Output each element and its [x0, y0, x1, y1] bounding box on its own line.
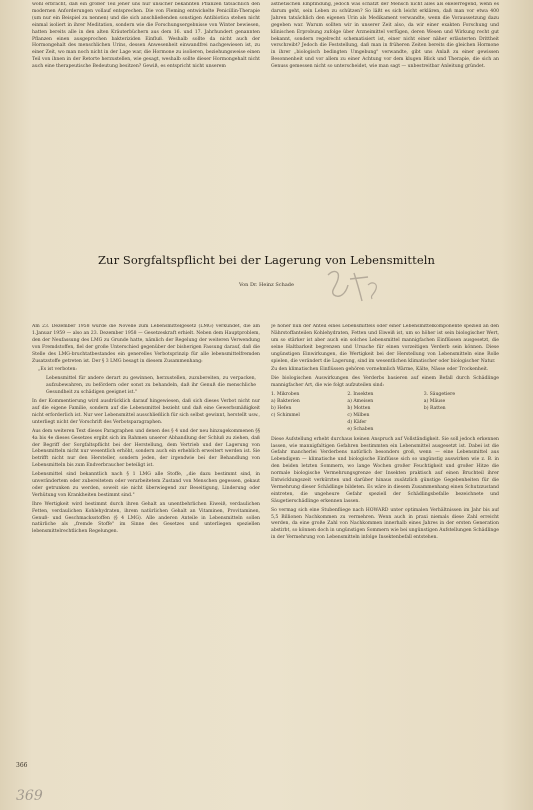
list-item: e) Schaben [347, 426, 374, 432]
paragraph: Diese Aufstellung erhebt durchaus keinen Anspruch auf Vollständigkeit. Sie soll jedoch erkennen lassen, wie mannigfaltigen Gefahren bestimmten ein Lebensmittel ausgesetzt ist. Dabei ist die Gefahr mancherlei Verderbens natürlich besonders groß, wenn — eine Lebensmittel aus Lebendigem — klimatische und biologische Einflüsse sich so ungünstig auswirken wie z. B. in den beiden letzten Sommern, wo lange Wochen großer Feuchtigkeit und großer Hitze die normale biologische Vermehrungsgrenze der Insekten praktisch auf einen Bruchteil ihrer Entwicklungszeit verkürzten und darüber hinaus zusätzlich günstige Gegebenheiten für die Vermehrung dieser Schädlinge bildeten. Es wäre in diesem Zusammenhang einen Schutzzustand eintreten, die ungeheure Gefahr speziell der Schädlingsbefalle bezeichnete und Säugetierschädlinge erkennen lassen. [271, 436, 499, 504]
list-item: c) Milben [347, 412, 370, 418]
paragraph: ästhetischen Empfindung, jedoch was schätzt der Mensch nicht alles als ekelerregend, wenn es darum geht, sein Leben zu schützen? So läßt es sich leicht erklären, daß man vor etwa 400 Jahren tatsächlich den eigenen Urin als Medikament verwandte, wenn die Voraussetzung dazu gegeben war. Warum sollten wir in unserer Zeit also, da wir einer exakten Forschung und klinischen Erprobung zufolge über Arzneimittel verfügen, deren Wesen und Wirkung recht gut bekannt, sondern regelrecht schematisiert ist, einer nicht einer näher erläuterten Drittheit verschreibt? Jedoch die Feststellung, daß man in früheren Zeiten bereits die gleichen Hormone in ihrer „biologisch bedingten Umgebung" verwandte, gibt uns Anlaß zu einer gewissen Besonnenheit und vor allem zu einer Achtung vor dem klugen Blick und Therapie, die sich an Genuss gemessen nicht so unterscheidet, wie man sagt — unbestreitbar Anleitung gründet. [271, 2, 499, 70]
article-title: Zur Sorgfaltspflicht bei der Lagerung von Lebensmitteln [97, 253, 436, 267]
list-item: d) Käfer [347, 419, 367, 425]
paragraph: Die biologischen Auswirkungen des Verderbs basieren auf einem Befall durch Schädlinge mannigfacher Art, die wie folgt aufzuteilen sind: [271, 376, 499, 389]
list-item: c) Schimmel [271, 412, 300, 418]
paragraph: In der Kommentierung wird ausdrücklich darauf hingewiesen, daß sich dieses Verbot nicht nur auf die eigene Familie, sondern auf die Lebensmittel bezieht und daß eine Gewerbsmäßigkeit nicht erforderlich ist. Nur wer Lebensmittel ausschließlich für sich selbst gewinnt, herstellt usw., unterliegt nicht der Vorschrift des Verbotsparagraphen. [32, 399, 260, 425]
paragraph: Aus dem weiteren Text dieses Paragraphen und denen des § 4 und der neu hinzugekommenen §§ 4a bis 4e dieses Gesetzes ergibt sich im Rahmen unserer Abhandlung der Schluß zu ziehen, daß der Begriff der Sorgfaltspflicht bei der Herstellung, dem Vertrieb und der Lagerung von Lebensmitteln nicht nur wesentlich erhöht, sondern auch ein erheblich erweitert werden ist. Sie betrifft nicht nur den Hersteller, sondern jeden, der irgendwie bei der Behandlung von Lebensmitteln bis zum Endverbraucher beteiligt ist. [32, 428, 260, 469]
paragraph: So vermag sich eine Stubenfliege nach HOWARD unter optimalen Verhältnissen im Jahr bis auf 5,5 Billionen Nachkommen zu vermehren. Wenn auch in praxi niemals diese Zahl erreicht werden, da eine große Zahl von Nachkommen innerhalb eines Jahres in der ersten Generation abstirbt, so können doch in ungünstigen Sommern wie bei ungünstigen Aufstellungen Schädlinge in der Vermehrung von Lebensmitteln infolge Insektenbefall entstehen. [271, 507, 499, 541]
pencil-number-text: 369 [16, 788, 43, 804]
handwritten-page-number [14, 784, 44, 804]
list-item: a) Bakterien [271, 399, 300, 405]
list-item: b) Hefen [271, 405, 292, 411]
top-left-column [32, 2, 260, 170]
list-item: b) Ratten [423, 405, 446, 411]
list-column [424, 392, 499, 433]
bottom-right-column [271, 324, 499, 752]
paragraph: Je höher nun der Anteil eines Lebensmittels oder einer Lebensmittelkomponente speziell an den Nährstoffanteilen Kohlehydraten, Fetten und Eiweiß ist, um so höher ist sein biologischer Wert, um so stärker ist aber auch ein solches Lebensmittel mannigfachen Einflüssen ausgesetzt, die seine Haltbarkeit begrenzen und Ursache für einen vorzeitigen Verderb sein können. Diese ungünstigen Einwirkungen, die Wertigkeit bei der Herstellung von Lebensmitteln eine Rolle spielen, die verändert die Lagerung, sind im wesentlichen klimatischer oder biologischer Natur. [271, 324, 499, 364]
list-item: 1. Mikroben [271, 392, 300, 398]
paragraph: Zu den klimatischen Einflüssen gehören vornehmlich Wärme, Kälte, Nässe oder Trockenheit. [271, 367, 489, 373]
paragraph: Lebensmittel sind bekanntlich nach § 1 LMG alle Stoffe, „die dazu bestimmt sind, in unverändertem oder zubereitetem oder verarbeitetem Zustand von Menschen gegessen, gekaut oder getrunken zu werden, soweit sie nicht überwiegend zur Beseitigung, Linderung oder Verhütung von Krankheiten bestimmt sind." [32, 472, 260, 498]
quote-text: Lebensmittel für andere derart zu gewinnen, herzustellen, zuzubereiten, zu verpacken, aufzubewahren, zu befördern oder sonst zu behandeln, daß ihr Genuß die menschliche Gesundheit zu schädigen geeignet ist." [46, 376, 256, 396]
paragraph: Ihre Wertigkeit wird bestimmt durch ihren Gehalt an unentbehrlichen Eiweiß, verdaulichen Fetten, verdaulichen Kohlehydraten, ihrem natürlichen Gehalt an Vitaminen, Provitaminen, Genuß- und Geschmacksstoffen (§ 4 LMG). Alle anderen Anteile in Lebensmitteln sollen natürliche als „fremde Stoffe" im Sinne des Gesetzes und unterliegen speziellen lebensmittelrechtlichen Regelungen. [32, 501, 260, 535]
paragraph: Am 23. Dezember 1958 wurde die Novelle zum Lebensmittelgesetz (LMG) verkündet, die am 1.Januar 1959 — also an 23. Dezember 1958 — Gesetzeskraft erhielt. Neben dem Hauptproblem, den der Neufassung des LMG zu Grunde hatte, nämlich der Regelung der weiteren Verwendung von Fremdstoffen, fiel der große Unterschied gegenüber der bisherigen Fassung darauf, daß die Stelle des LMG-bruchtatbestandes ein generelles Verbotsprinzip für alle lebensmittelfremden Zusatzstoffe getreten ist. Der § 3 LMG besagt in diesem Zusammenhang: [32, 324, 260, 364]
quote-heading: „Es ist verboten: [38, 367, 77, 373]
top-right-column [271, 2, 499, 148]
paragraph: wohl erbracht, daß ein großer Teil jener uns nur unsicher bekannten Pflanzen tatsächlich den modernen Anforderungen vollauf entsprechen. Die von Fleming entwickelte Penicillin-Therapie (um nur ein Beispiel zu nennen) und die sich anschließenden sonstigen Antibiotica stehen nicht einmal isoliert in ihrer Meditation, sondern wie die Forschungsergebnisse von Winter bewiesen, hatten bereits alle in den alten Kräuterbüchern aus dem 16. und 17. Jahrhundert genannten Pflanzen einen ausgeprochen bakteriziden Einfluß. Weshalb sollte da nicht auch der Hormongehalt des menschlichen Urins, dessen Anwesenheit einwandfrei nachgewiesen ist, zu einer Zeit, wo man noch nicht in der Lage war, die Hormone zu isolieren, beziehungsweise einen Teil von ihnen in der Retorte herzustellen, wie gesagt, weshalb sollte dieser Hormongehalt nicht auch eine therapeutische Bedeutung besitzen? Gewiß, es entspricht nicht unserem [32, 2, 260, 70]
list-item: a) Mäuse [423, 399, 446, 405]
pest-list [271, 392, 499, 433]
article-author: Von Dr. Heinz Schade [239, 282, 294, 288]
list-column [271, 392, 346, 433]
bottom-left-column [32, 324, 260, 752]
list-column [347, 392, 422, 433]
list-item: 3. Säugetiere [423, 392, 456, 398]
list-item: a) Ameisen [347, 399, 374, 405]
list-item: b) Motten [347, 405, 371, 411]
list-item: 2. Insekten [347, 392, 374, 398]
page-number: 366 [16, 762, 28, 769]
